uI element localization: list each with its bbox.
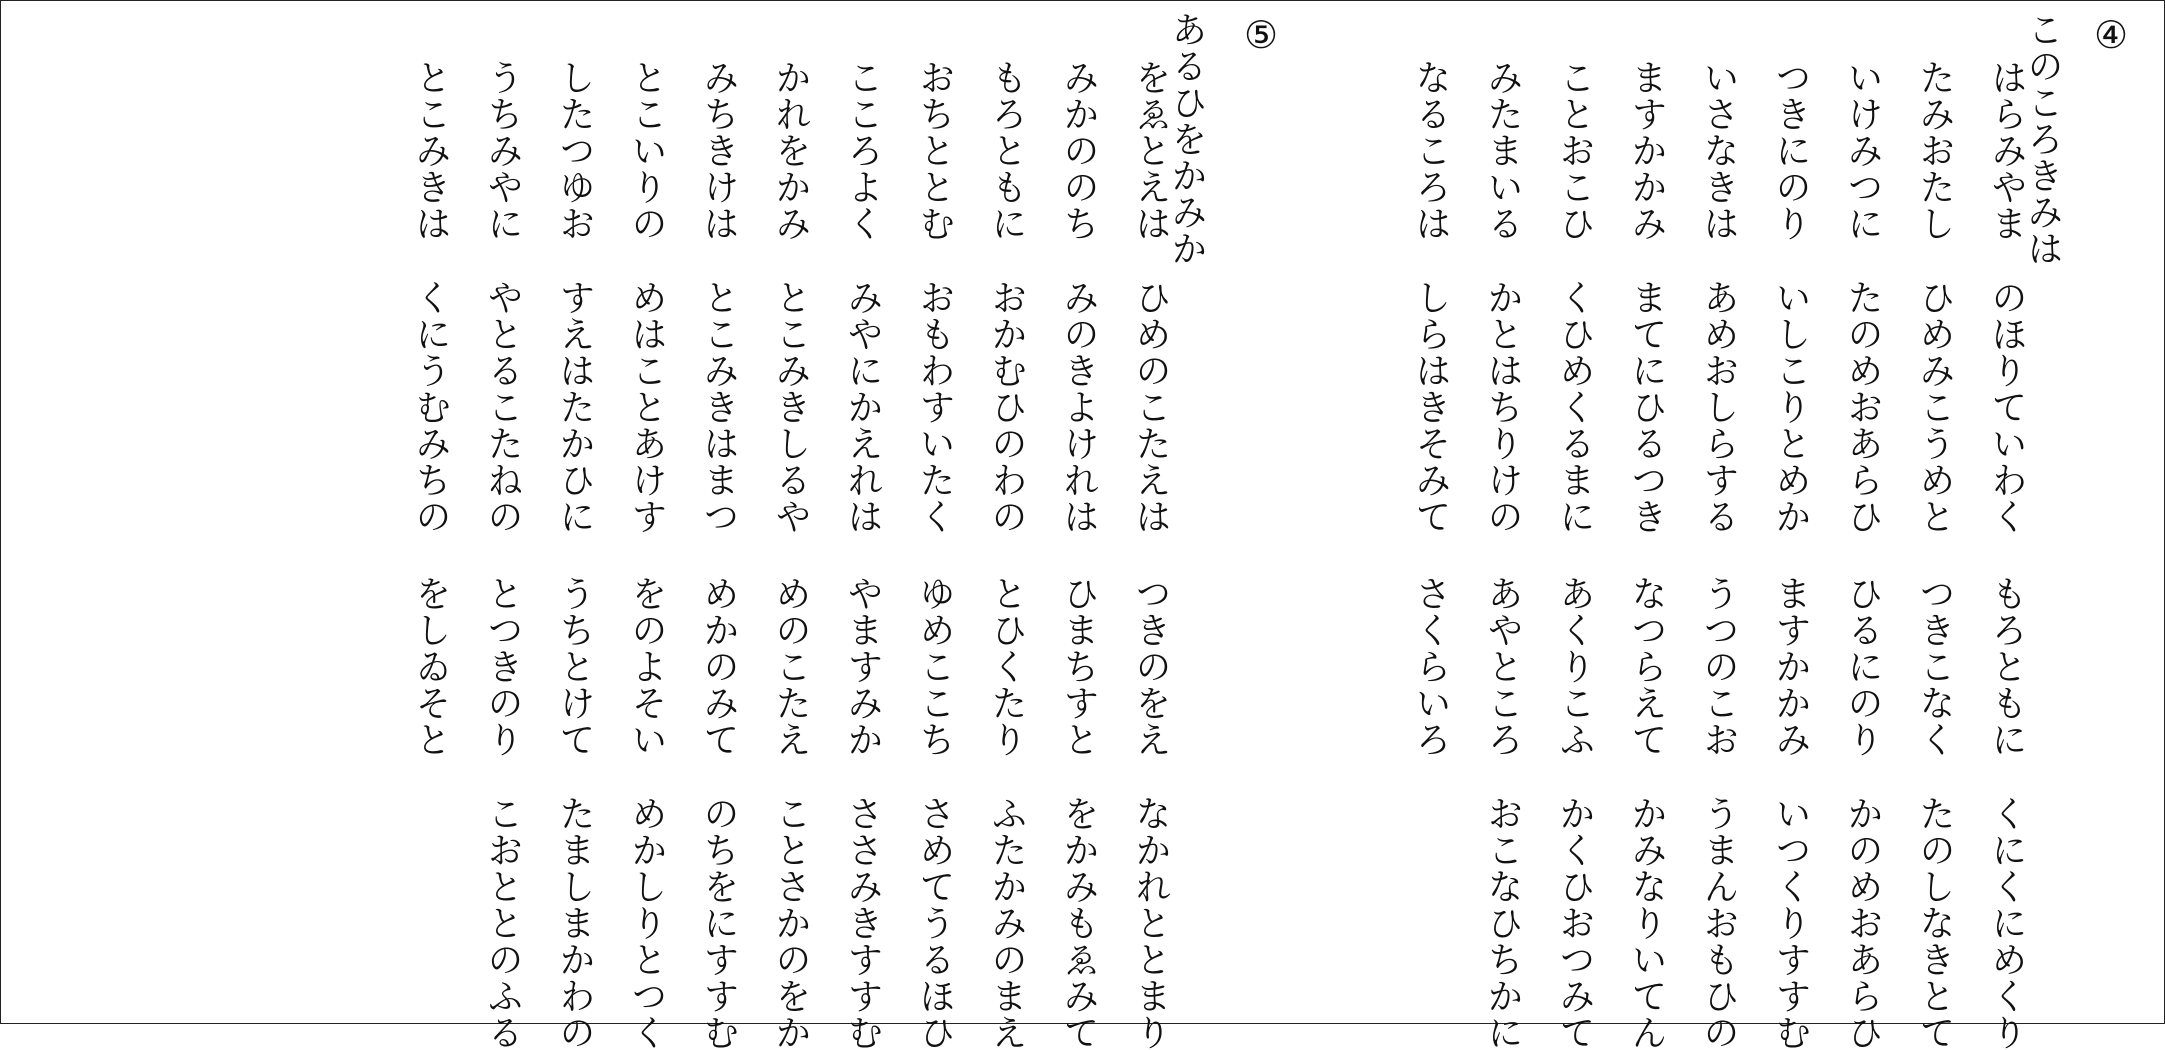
verse-segment: さくらいろ <box>1410 574 1451 758</box>
verse-segment: いつくりすすむ <box>1770 794 1811 1050</box>
verse-segment: あめおしらする <box>1698 278 1739 535</box>
verse-segment: ますかかみ <box>1626 58 1667 242</box>
verse-segment: やとるこたねの <box>482 278 523 535</box>
verse-segment: くひめくるまに <box>1554 278 1595 535</box>
verse-segment: ことさかのをか <box>770 794 811 1050</box>
verse-segment: めのこたえ <box>770 574 811 758</box>
verse-segment: かのめおあらひ <box>1842 794 1883 1050</box>
poem-4-title: このころきみは <box>2022 11 2063 267</box>
verse-segment: かれをかみ <box>770 58 811 242</box>
verse-segment: いしこりとめか <box>1770 278 1811 535</box>
verse-segment: かみなりいてん <box>1626 794 1667 1050</box>
verse-segment: うつのこお <box>1698 574 1739 758</box>
verse-segment: つきのをえ <box>1130 574 1171 758</box>
verse-segment: たましまかわの <box>554 794 595 1050</box>
verse-segment: いさなきは <box>1698 58 1739 242</box>
verse-segment: をのよそい <box>626 574 667 758</box>
verse-segment: ささみきすすむ <box>842 794 883 1050</box>
verse-segment: めかしりとつく <box>626 794 667 1050</box>
verse-segment: もろともに <box>986 58 1027 242</box>
verse-segment: おかむひのわの <box>986 278 1027 535</box>
verse-segment: こころよく <box>842 58 883 242</box>
verse-segment: のほりていわく <box>1986 278 2027 535</box>
verse-segment: すえはたかひに <box>554 278 595 535</box>
verse-segment: なつらえて <box>1626 574 1667 758</box>
verse-segment: とつきのり <box>482 574 523 758</box>
verse-segment: うまんおもひの <box>1698 794 1739 1050</box>
verse-segment: とこみきはまつ <box>698 278 739 535</box>
verse-segment: ひめみこうめと <box>1914 278 1955 535</box>
verse-segment: みちきけは <box>698 58 739 242</box>
poem-5-line <box>376 11 484 795</box>
verse-segment: したつゆお <box>554 58 595 242</box>
verse-segment: つきこなく <box>1914 574 1955 758</box>
verse-segment: ひめのこたえは <box>1130 278 1171 535</box>
verse-segment: かとはちりけの <box>1482 278 1523 535</box>
verse-segment: をかみもゑみて <box>1058 794 1099 1050</box>
verse-segment: たのしなきとて <box>1914 794 1955 1050</box>
verse-segment: たのめおあらひ <box>1842 278 1883 535</box>
verse-segment: おもわすいたく <box>914 278 955 535</box>
verse-segment: はらみやま <box>1986 58 2027 242</box>
verse-segment: ひるにのり <box>1842 574 1883 758</box>
verse-segment: あやところ <box>1482 574 1523 758</box>
verse-segment: とこいりの <box>626 58 667 242</box>
verse-segment: つきにのり <box>1770 58 1811 242</box>
verse-segment: のちをにすすむ <box>698 794 739 1050</box>
verse-segment: ゆめここち <box>914 574 955 758</box>
poem-4-number: ④ <box>2089 13 2133 58</box>
verse-segment: ふたかみのまえ <box>986 794 1027 1050</box>
verse-segment: いけみつに <box>1842 58 1883 242</box>
verse-segment: おこなひちかに <box>1482 794 1523 1050</box>
verse-segment: ことおこひ <box>1554 58 1595 242</box>
verse-segment: ますかかみ <box>1770 574 1811 758</box>
verse-segment: くにくにめくり <box>1986 794 2027 1050</box>
verse-segment: みかののち <box>1058 58 1099 242</box>
verse-segment: とこみきは <box>410 58 451 242</box>
verse-segment: とこみきしるや <box>770 278 811 535</box>
verse-segment: うちとけて <box>554 574 595 758</box>
poem-4-line <box>1376 11 1484 795</box>
verse-segment: こおととのふる <box>482 794 523 1050</box>
verse-segment: めはことあけす <box>626 278 667 535</box>
verse-segment: しらはきそみて <box>1410 278 1451 535</box>
verse-segment: をゑとえは <box>1130 58 1171 242</box>
verse-segment: もろともに <box>1986 574 2027 758</box>
verse-segment: みやにかえれは <box>842 278 883 535</box>
verse-segment: なるころは <box>1410 58 1451 242</box>
verse-segment: なかれととまり <box>1130 794 1171 1050</box>
verse-segment: みのきよけれは <box>1058 278 1099 535</box>
poem-5-number: ⑤ <box>1239 13 1283 58</box>
verse-segment: ひまちすと <box>1058 574 1099 758</box>
verse-segment: あくりこふ <box>1554 574 1595 758</box>
verse-segment: とひくたり <box>986 574 1027 758</box>
verse-segment: みたまいる <box>1482 58 1523 242</box>
poem-5-title: あるひをかみか <box>1166 11 1207 267</box>
verse-segment: まてにひるつき <box>1626 278 1667 535</box>
verse-segment: うちみやに <box>482 58 523 242</box>
verse-segment: たみおたし <box>1914 58 1955 242</box>
verse-segment: をしゐそと <box>410 574 451 758</box>
verse-segment: くにうむみちの <box>410 278 451 535</box>
verse-segment: かくひおつみて <box>1554 794 1595 1050</box>
verse-segment: おちととむ <box>914 58 955 242</box>
verse-segment: さめてうるほひ <box>914 794 955 1050</box>
verse-segment: やますみか <box>842 574 883 758</box>
verse-segment: めかのみて <box>698 574 739 758</box>
